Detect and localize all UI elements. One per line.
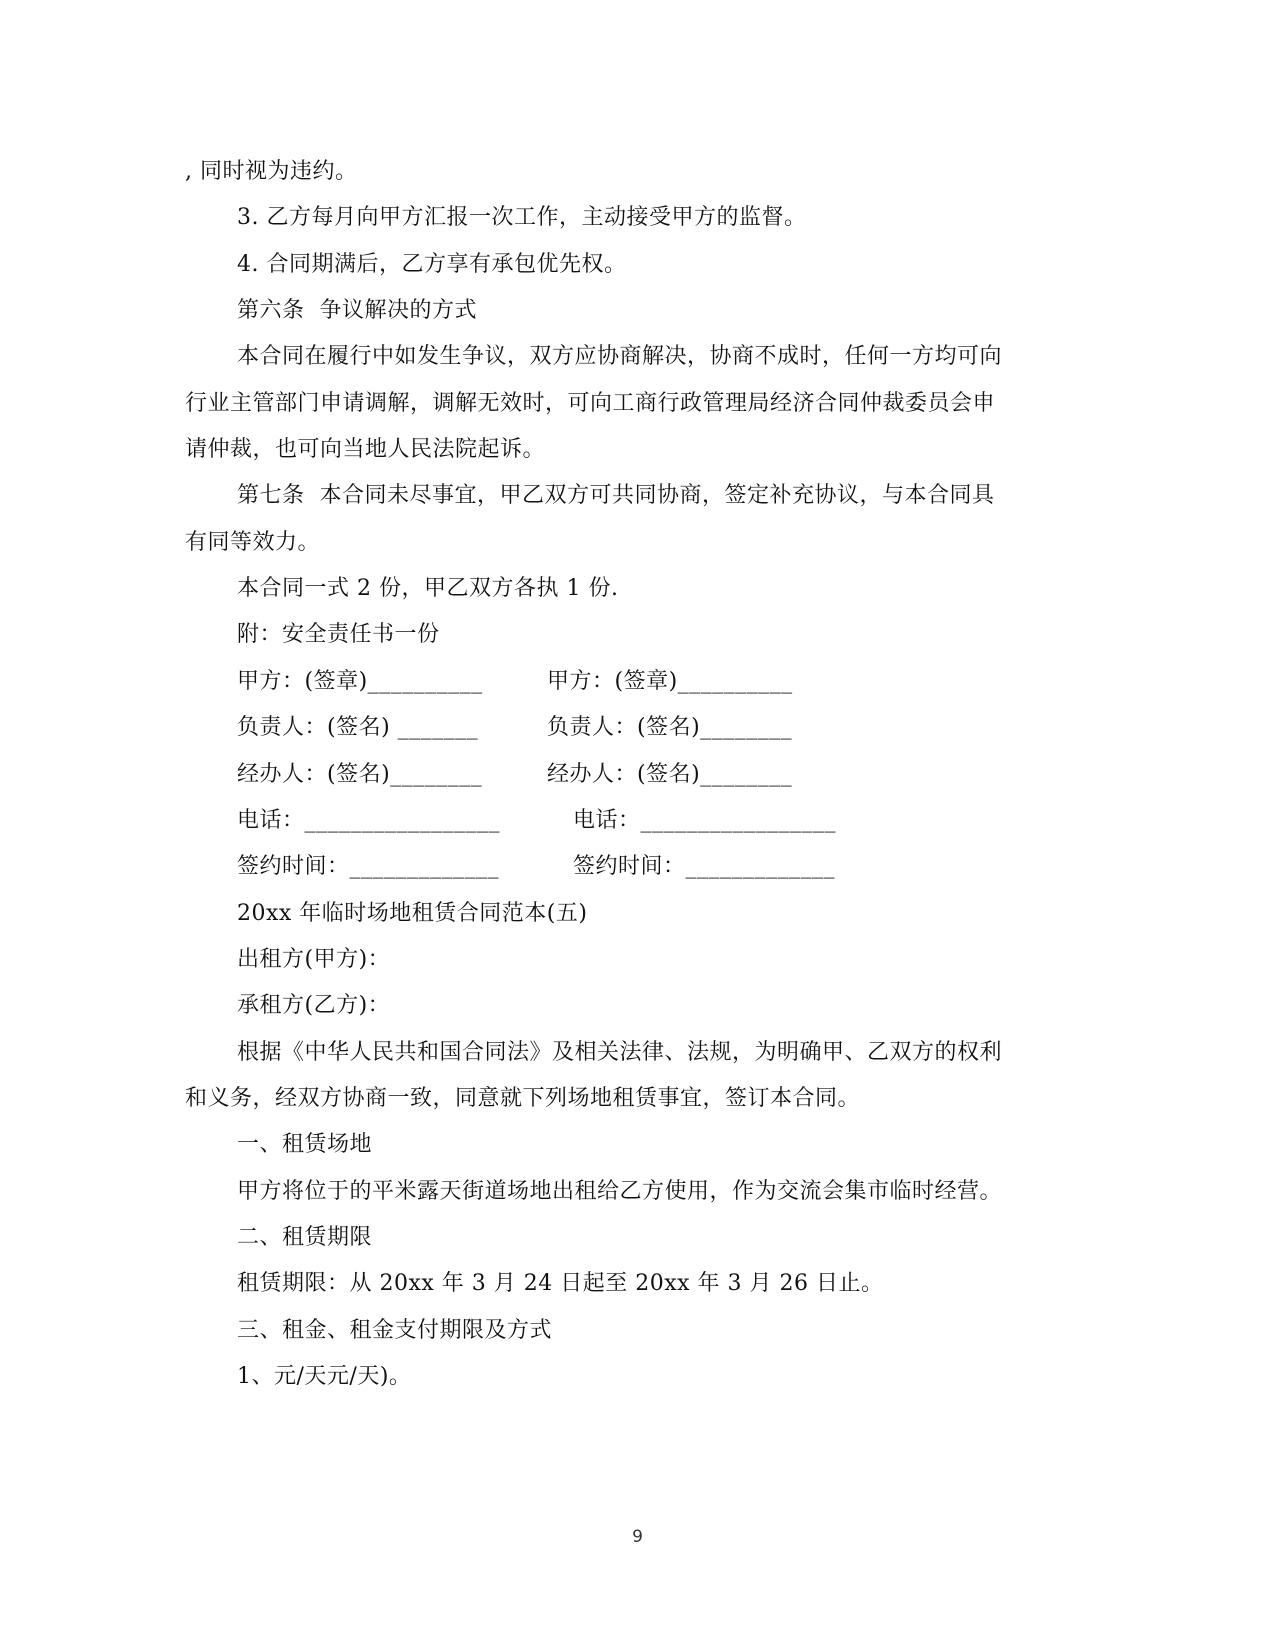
text-line: 请仲裁，也可向当地人民法院起诉。 <box>185 437 546 462</box>
signature-left: 电话：_________________ <box>237 808 501 833</box>
section-heading: 二、租赁期限 <box>237 1225 373 1250</box>
text-line: 第七条 本合同未尽事宜，甲乙双方可共同协商，签定补充协议，与本合同具 <box>237 483 995 508</box>
text-line: 附：安全责任书一份 <box>237 622 440 647</box>
text-line: , 同时视为违约。 <box>185 159 358 184</box>
text-line: 和义务，经双方协商一致，同意就下列场地租赁事宜，签订本合同。 <box>185 1086 861 1111</box>
section-heading: 三、租金、租金支付期限及方式 <box>237 1318 553 1343</box>
text-line: 行业主管部门申请调解，调解无效时，可向工商行政管理局经济合同仲裁委员会申 <box>185 391 996 416</box>
signature-right: 负责人：(签名)________ <box>547 715 793 740</box>
text-line: 本合同在履行中如发生争议，双方应协商解决，协商不成时，任何一方均可向 <box>237 344 1003 369</box>
text-line: 本合同一式 2 份，甲乙双方各执 1 份. <box>237 576 619 601</box>
section-heading: 第六条 争议解决的方式 <box>237 298 477 323</box>
text-line: 根据《中华人民共和国合同法》及相关法律、法规，为明确甲、乙双方的权利 <box>237 1040 1003 1065</box>
text-line: 租赁期限：从 20xx 年 3 月 24 日起至 20xx 年 3 月 26 日止。 <box>237 1271 884 1296</box>
text-line: 4. 合同期满后，乙方享有承包优先权。 <box>237 252 627 277</box>
signature-left: 经办人：(签名)________ <box>237 762 483 787</box>
text-line: 甲方将位于的平米露天街道场地出租给乙方使用，作为交流会集市临时经营。 <box>237 1179 1003 1204</box>
signature-right: 甲方：(签章)__________ <box>547 669 793 694</box>
section-heading: 一、租赁场地 <box>237 1132 373 1157</box>
text-line: 1、元/天元/天)。 <box>237 1364 412 1389</box>
signature-left: 甲方：(签章)__________ <box>237 669 483 694</box>
text-line: 承租方(乙方)： <box>237 993 391 1018</box>
signature-left: 负责人：(签名) _______ <box>237 715 479 740</box>
document-title: 20xx 年临时场地租赁合同范本(五) <box>237 901 588 926</box>
text-line: 有同等效力。 <box>185 530 321 555</box>
signature-right: 电话：_________________ <box>573 808 837 833</box>
signature-left: 签约时间：_____________ <box>237 854 500 879</box>
signature-right: 签约时间：_____________ <box>573 854 836 879</box>
page-number: 9 <box>632 1527 643 1547</box>
text-line: 出租方(甲方)： <box>237 947 391 972</box>
text-line: 3. 乙方每月向甲方汇报一次工作，主动接受甲方的监督。 <box>237 205 807 230</box>
signature-right: 经办人：(签名)________ <box>547 762 793 787</box>
